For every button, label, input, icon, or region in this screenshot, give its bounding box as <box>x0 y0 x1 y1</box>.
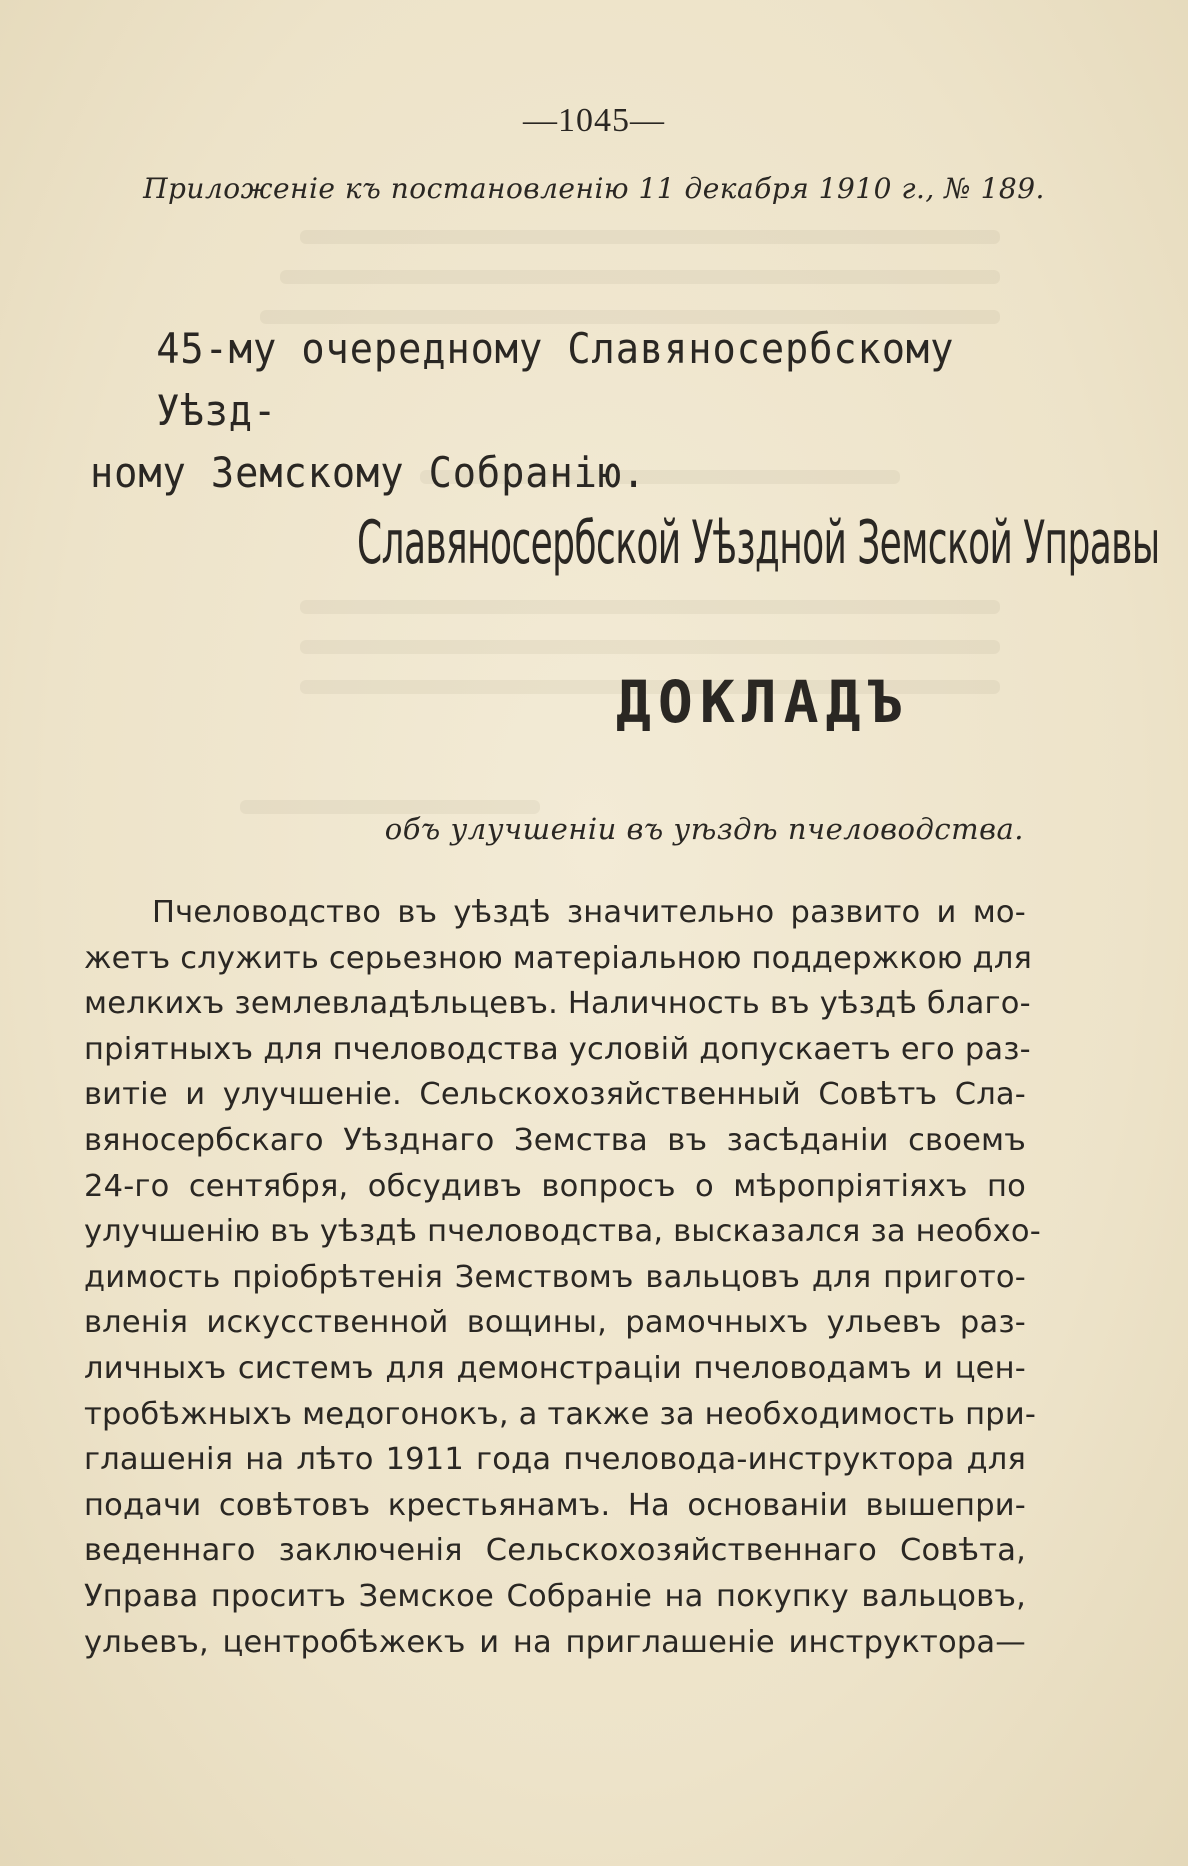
body-line: ульевъ, центробѣжекъ и на приглашеніе инструктора— <box>84 1624 1026 1660</box>
body-line: мелкихъ землевладѣльцевъ. Наличность въ уѣздѣ благо- <box>84 986 1031 1022</box>
annex-note: Приложеніе къ постановленію 11 декабря 1910 г., № 189. <box>143 172 1045 205</box>
body-line: веденнаго заключенія Сельскохозяйственнаго Совѣта, <box>84 1533 1026 1569</box>
body-line: подачи совѣтовъ крестьянамъ. На основаніи вышепри- <box>84 1487 1026 1523</box>
body-line: 24-го сентября, обсудивъ вопросъ о мѣропріятіяхъ по <box>84 1168 1026 1204</box>
body-line: пріятныхъ для пчеловодства условій допускаетъ его раз- <box>84 1031 1031 1067</box>
addressee-line-1: 45-му очередному Славяносербскому Уѣзд- <box>156 324 955 435</box>
addressee-heading <box>90 318 955 504</box>
addressee-line-2: ному Земскому Собранію. <box>90 448 647 497</box>
report-subtitle: объ улучшеніи въ уѣздѣ пчеловодства. <box>384 812 1024 846</box>
body-line: личныхъ системъ для демонстраціи пчеловодамъ и цен- <box>84 1350 1026 1386</box>
page-number: —1045— <box>523 102 665 139</box>
body-line: жетъ служить серьезною матеріальною поддержкою для <box>84 940 1033 976</box>
body-line: Управа проситъ Земское Собраніе на покупку вальцовъ, <box>84 1578 1026 1614</box>
body-line: вяносербскаго Уѣзднаго Земства въ засѣданіи своемъ <box>84 1122 1026 1158</box>
body-line: тробѣжныхъ медогонокъ, а также за необходимость при- <box>84 1396 1037 1432</box>
body-line: димость пріобрѣтенія Земствомъ вальцовъ для пригото- <box>84 1259 1026 1295</box>
body-line: вленія искусственной вощины, рамочныхъ ульевъ раз- <box>84 1305 1026 1341</box>
body-line: улучшенію въ уѣздѣ пчеловодства, высказался за необхо- <box>84 1214 1041 1250</box>
body-line: витіе и улучшеніе. Сельскохозяйственный Совѣтъ Сла- <box>84 1077 1026 1113</box>
report-title: ДОКЛАДЪ <box>616 668 910 736</box>
body-line: глашенія на лѣто 1911 года пчеловода-инструктора для <box>84 1442 1026 1478</box>
issuing-board: Славяносербской Уѣздной Земской Управы <box>357 508 1160 578</box>
body-text <box>84 890 1041 1665</box>
body-line: Пчеловодство въ уѣздѣ значительно развито и мо- <box>152 895 1026 930</box>
